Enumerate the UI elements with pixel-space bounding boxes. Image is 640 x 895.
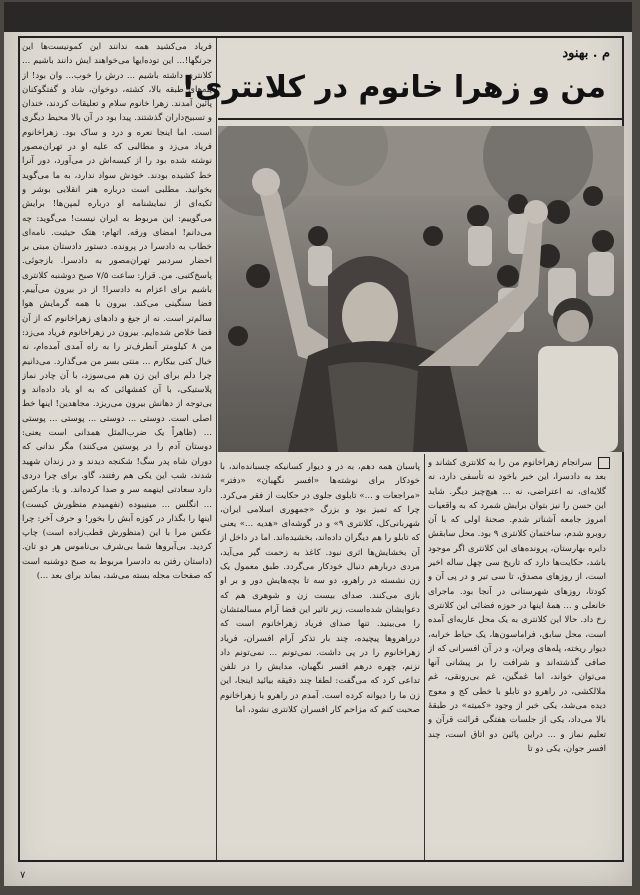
article-column-right [428, 456, 606, 858]
photo-illustration [218, 126, 624, 452]
column-right-text: سرانجام زهراخانوم من را به کلانتری کشاند و بعد به دادسرا، این خبر باخود نه تأسفی دارد، نه گلایه‌ای، نه اعتراضی، نه ... هیچ‌چیز دیگر. شاید این حسن را نیز بتوان برایش شمرد که به واقعیات امروز جامعه آشنا‌تر شدم. صحنهٔ اولی که با آن روبرو شدم، ساختمان کلانتری ۹ بود. محل سابقش دایره بهارستان، پرونده‌های این کلانتری اگر موجود باشد، حکایت‌ها دارد که تاریخ سی چهل ساله اخیر است، از روزهای مصدق، تا سی تیر و در پی آن و کودتا، روزهای شهرستانی در آنجا بود. ماجرای خانعلی و ... همهٔ اینها در حوزه فضائی این کلانتری رخ داد. حالا این کلانتری به یک محل عاریه‌ای آمده است، محل سابق، فراماسون‌ها، یک حیاط خرابه، دیوار ریخته، پله‌های ویران، و در آن افسرانی که از صافی گذشته‌اند و شرافت را بر پیشانی آنها می‌توان خواند، اما غمگین، غم بی‌رونقی، غم ملالکشی، در راهرو دو تابلو با خطی کج و معوج دیده می‌شد، یکی خبر از وجود «کمیته» در طبقهٔ بالا می‌داد، یکی از جلسات هفتگی قرائت قرآن و تعلیم نماز و ... دراین پائین دو اتاق است، چند افسر جوان، یکی دو تا [428, 458, 606, 754]
byline: م . بهنود [562, 46, 610, 61]
headline: من و زهرا خانوم در کلانتری! [181, 70, 606, 105]
photo-protest-woman-raised-fist [218, 126, 624, 452]
article-column-middle [220, 460, 420, 858]
column-left-text: فریاد می‌کشید همه ندانند این کمونیست‌ها این جرنگها!... این توده‌ایها می‌خواهند ایش دانند باشیم ... کلانتری داشته باشیم ... درش را خوب... وان بود! از پله‌های طبقه بالا، کشته، دوخوان، شاد و گفتگوکنان پائین آمدند. زهرا خانوم سلام و تعلیقات کردند، خندان و تسبیح‌داران گذشتند. پیدا بود در آن بالا محیط دیگری است. اما اینجا نعره و درد و ساک بود. زهراخانوم فریاد می‌زد و مطالبی که علیه او در تهران‌مصور نوشته شده بود را از کیسه‌اش در می‌آورد، دور آنرا خط کشیده بودند. خودش سواد ندارد، به ما می‌گوید بخوانید. مطلبی است درباره هنر انقلابی بوشر و تکیه‌ای از نمایشنامه او درباره لمپن‌ها! برایش می‌گوییم: این مربوط به ایران نیست! می‌گوید: چه می‌دانم! امضای ورقه. اتهام: هتک حیثیت. نامه‌ای خطاب به دادسرا در پرونده. دستور دادستان مبنی بر احضار سردبیر تهران‌مصور به دادسرا. بازجوئی. پاسخ‌کتبی. من. قرار: ساعت ۷/۵ صبح دوشنبه کلانتری باشیم برای اعزام به دادسرا! از در بیرون می‌آییم. فضا سنگینی می‌کند. بیرون با همه گرمایش هوا سالم‌تر است. نه از جیغ و داد‌های زهراخانوم که از آن فضا خلاص شده‌ایم. بیرون در زهراخانوم فریاد می‌زد: من ۸ کیلومتر آنطرف‌تر را به راه آمدی آمده‌ام، نه خیال کنی بیکارم ... منتی بسر من می‌گذارد. می‌دانیم چرا دلم برای این زن هم می‌سوزد، با آن چادر نماز پلاستیکی، با آن کفشهائی که به او یاد داده‌اند و بی‌توجه از دهانش بیرون می‌ریزد. مجاهدین! اینها خط اصلی است. دوستی ... دوستی ... پوستی ... پوستی ... (ظاهراً یک ضرب‌المثل همدانی است یعنی: دوستان آدم را در پوستین می‌کنند) مگر ندانی که دوران شاه پدر سگ! شکنجه دیدند و در زندان شهید شدند، شب این یکی هم رفتند، گاو. برای چرا دردی دارد سعادتی اینهمه سر و صدا کرده‌اند. و یا: مارکس ... انگلس ... مینیبوده (نفهمیدم منظورش کیست) اینها را بگذار در کوزه آبش را بخور! و حرف آخر: چرا عکس مرا با این (منظورش قطب‌زاده است) چاپ کردید. بی‌آبروها شما بی‌شرف بی‌ناموس هر دو تان. (داستان رفتن به دادسرا مربوط به صبح دوشنبه است که صفحات مجله بسته می‌شد، بماند برای بعد ...) [22, 42, 212, 581]
magazine-page [4, 2, 632, 886]
headline-rule [218, 118, 622, 120]
column-rule-right [424, 454, 425, 860]
column-middle-text: پاسبان همه دهم، به در و دیوار کسانیکه چسبانده‌اند، با خودکار برای نوشته‌ها «افسر نگهبان» «دفتر» «مراجعات و ...» تابلوی جلوی در حکایت از فقر می‌کرد. چرا که تمیز بود و بزرگ «جمهوری اسلامی ایران، شهربانی‌کل، کلانتری ۹» و در گوشه‌ای «هدیه ...» یعنی که تابلو را هم دیگران داده‌اند، بخشیده‌اند. اما در داخل از آن بخشایش‌ها اثری نبود. کاغذ به زحمت گیر می‌آید، مردی دربارهم دنبال خودکار می‌گردد. طبق معمول یک زن نشسته در راهرو، دو سه تا بچه‌هایش دور و بر او بازی می‌کنند. صدای بیست زن و شوهری هم که دعوایشان شده‌است، زیر تاثیر این فضا آرام مسالمتشان را می‌بینید. تنها صدای فریاد زهراخانوم است که درراهروها پیچیده، چند بار تذکر آرام افسران، فریاد زهراخانوم را در پی داشت. نمی‌تونم ... نمی‌تونم داد نزنم، چهره درهم افسر نگهبان، مدایش را در تلفن تداعی کرد که می‌گفت: لطفا چند دقیقه بیائید اینجا، این زن ما را دیوانه کرده است. آمدم در راهرو با زهراخانوم صحبت کنم که مزاحم کار افسران کلانتری نشود، اما [220, 462, 420, 716]
column-rule-left [216, 38, 217, 860]
scan-top-edge [4, 2, 632, 32]
article-column-left [22, 40, 212, 858]
page-number: ۷ [20, 870, 26, 881]
